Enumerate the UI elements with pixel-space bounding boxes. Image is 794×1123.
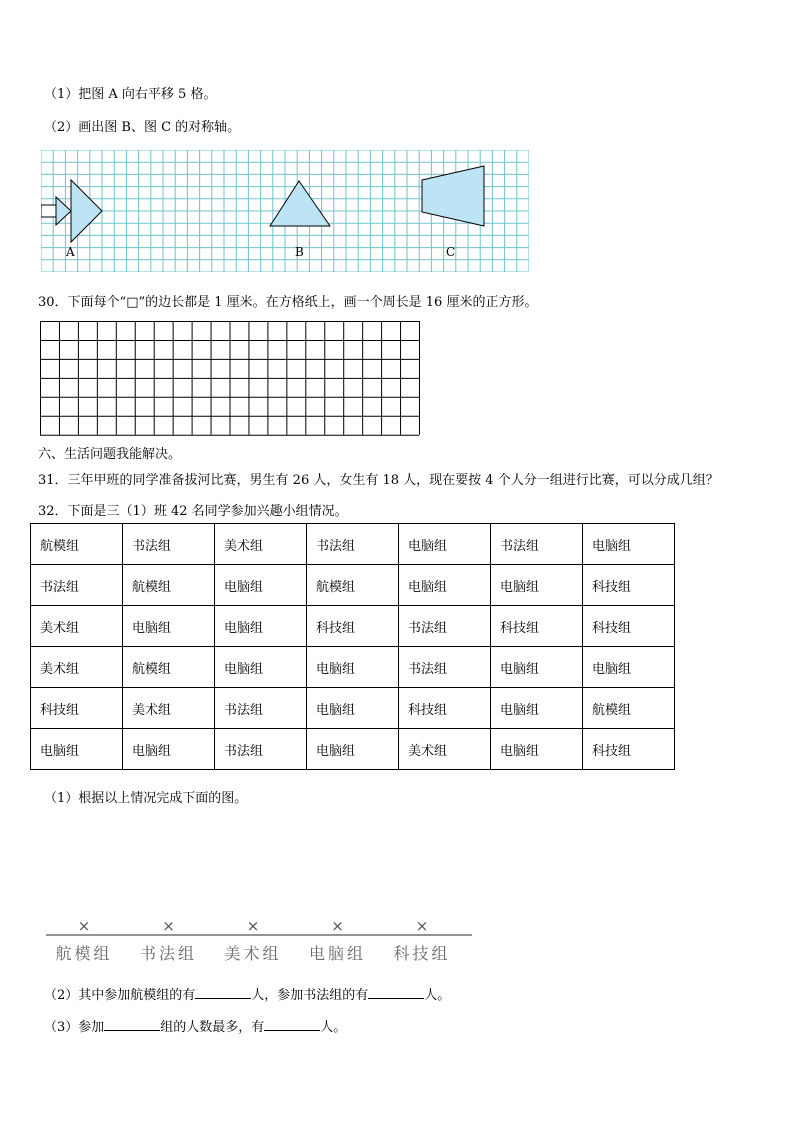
- table-cell: 科技组: [399, 688, 491, 729]
- interest-group-table: [30, 523, 675, 770]
- table-cell: 电脑组: [583, 647, 675, 688]
- pictograph-marker: ×: [246, 917, 260, 935]
- table-cell: 书法组: [399, 606, 491, 647]
- q32-part3-suffix: 人。: [320, 1020, 347, 1035]
- table-cell: 科技组: [307, 606, 399, 647]
- shape-label-a: A: [66, 245, 75, 259]
- table-cell: 电脑组: [307, 688, 399, 729]
- most-count-blank[interactable]: [264, 1018, 320, 1031]
- table-row: [31, 729, 675, 770]
- table-cell: 电脑组: [399, 565, 491, 606]
- shape-label-c: C: [446, 245, 456, 259]
- square-drawing-grid: [40, 321, 420, 437]
- q32-part2-prefix: （2）其中参加航模组的有: [44, 988, 196, 1003]
- q32-part2-mid: 人，参加书法组的有: [251, 988, 369, 1003]
- table-cell: 航模组: [583, 688, 675, 729]
- table-cell: 电脑组: [491, 688, 583, 729]
- table-cell: 书法组: [123, 524, 215, 565]
- table-row: [31, 647, 675, 688]
- pictograph-marker: ×: [415, 917, 429, 935]
- table-cell: 科技组: [583, 729, 675, 770]
- table-cell: 科技组: [491, 606, 583, 647]
- table-cell: 美术组: [215, 524, 307, 565]
- pictograph-category-label: 航模组: [55, 944, 113, 963]
- table-row: [31, 606, 675, 647]
- shape-b-triangle: [270, 181, 330, 226]
- pictograph-chart: [44, 912, 474, 967]
- pictograph-category-label: 书法组: [139, 944, 198, 963]
- pictograph-category-label: 科技组: [393, 944, 451, 963]
- table-cell: 美术组: [31, 647, 123, 688]
- table-cell: 电脑组: [491, 647, 583, 688]
- table-cell: 电脑组: [123, 729, 215, 770]
- table-cell: 科技组: [583, 606, 675, 647]
- q32-part1: （1）根据以上情况完成下面的图。: [44, 791, 248, 806]
- pictograph-marker: ×: [331, 917, 344, 935]
- table-cell: 科技组: [583, 565, 675, 606]
- q29-part1: （1）把图 A 向右平移 5 格。: [44, 87, 217, 102]
- shape-a-outer-triangle: [71, 180, 102, 242]
- shape-a-tail: [41, 205, 56, 217]
- pictograph-category-label: 电脑组: [308, 944, 367, 963]
- table-cell: 美术组: [31, 606, 123, 647]
- table-cell: 航模组: [31, 524, 123, 565]
- table-cell: 书法组: [31, 565, 123, 606]
- table-cell: 书法组: [399, 647, 491, 688]
- table-cell: 电脑组: [399, 524, 491, 565]
- table-row: [31, 688, 675, 729]
- table-cell: 美术组: [399, 729, 491, 770]
- table-cell: 航模组: [307, 565, 399, 606]
- pictograph-category-label: 美术组: [224, 944, 282, 963]
- table-cell: 航模组: [123, 647, 215, 688]
- table-cell: 科技组: [31, 688, 123, 729]
- table-cell: 电脑组: [215, 565, 307, 606]
- section6-heading: 六、生活问题我能解决。: [38, 447, 182, 462]
- table-cell: 书法组: [491, 524, 583, 565]
- hangmo-count-blank[interactable]: [195, 986, 251, 999]
- q32-part3: [44, 1016, 346, 1035]
- table-cell: 电脑组: [583, 524, 675, 565]
- table-row: [31, 524, 675, 565]
- table-cell: 书法组: [215, 688, 307, 729]
- table-cell: 美术组: [123, 688, 215, 729]
- q30-text: 30．下面每个“□”的边长都是 1 厘米。在方格纸上，画一个周长是 16 厘米的正方形。: [38, 295, 538, 310]
- table-row: [31, 565, 675, 606]
- table-cell: 书法组: [307, 524, 399, 565]
- table-cell: 电脑组: [215, 647, 307, 688]
- table-cell: 电脑组: [491, 565, 583, 606]
- q29-part2: （2）画出图 B、图 C 的对称轴。: [44, 120, 241, 135]
- table-cell: 电脑组: [491, 729, 583, 770]
- table-cell: 电脑组: [307, 729, 399, 770]
- table-cell: 电脑组: [215, 606, 307, 647]
- table-cell: 电脑组: [31, 729, 123, 770]
- pictograph-marker: ×: [162, 917, 175, 935]
- table-cell: 书法组: [215, 729, 307, 770]
- q32-part3-mid: 组的人数最多，有: [160, 1020, 265, 1035]
- shape-label-b: B: [295, 245, 304, 259]
- table-cell: 电脑组: [307, 647, 399, 688]
- table-cell: 航模组: [123, 565, 215, 606]
- table-cell: 电脑组: [123, 606, 215, 647]
- q31-text: 31．三年甲班的同学准备拔河比赛，男生有 26 人，女生有 18 人，现在要按 4 个人分一组进行比赛，可以分成几组？: [38, 473, 719, 488]
- most-group-blank[interactable]: [104, 1018, 160, 1031]
- q32-part2: [44, 984, 450, 1003]
- q32-text: 32．下面是三（1）班 42 名同学参加兴趣小组情况。: [38, 504, 348, 519]
- shufa-count-blank[interactable]: [368, 986, 424, 999]
- shape-a-inner-triangle: [56, 197, 71, 225]
- q32-part3-prefix: （3）参加: [44, 1020, 105, 1035]
- pictograph-marker: ×: [77, 917, 91, 935]
- q32-part2-suffix: 人。: [424, 988, 451, 1003]
- translation-grid: [41, 150, 529, 272]
